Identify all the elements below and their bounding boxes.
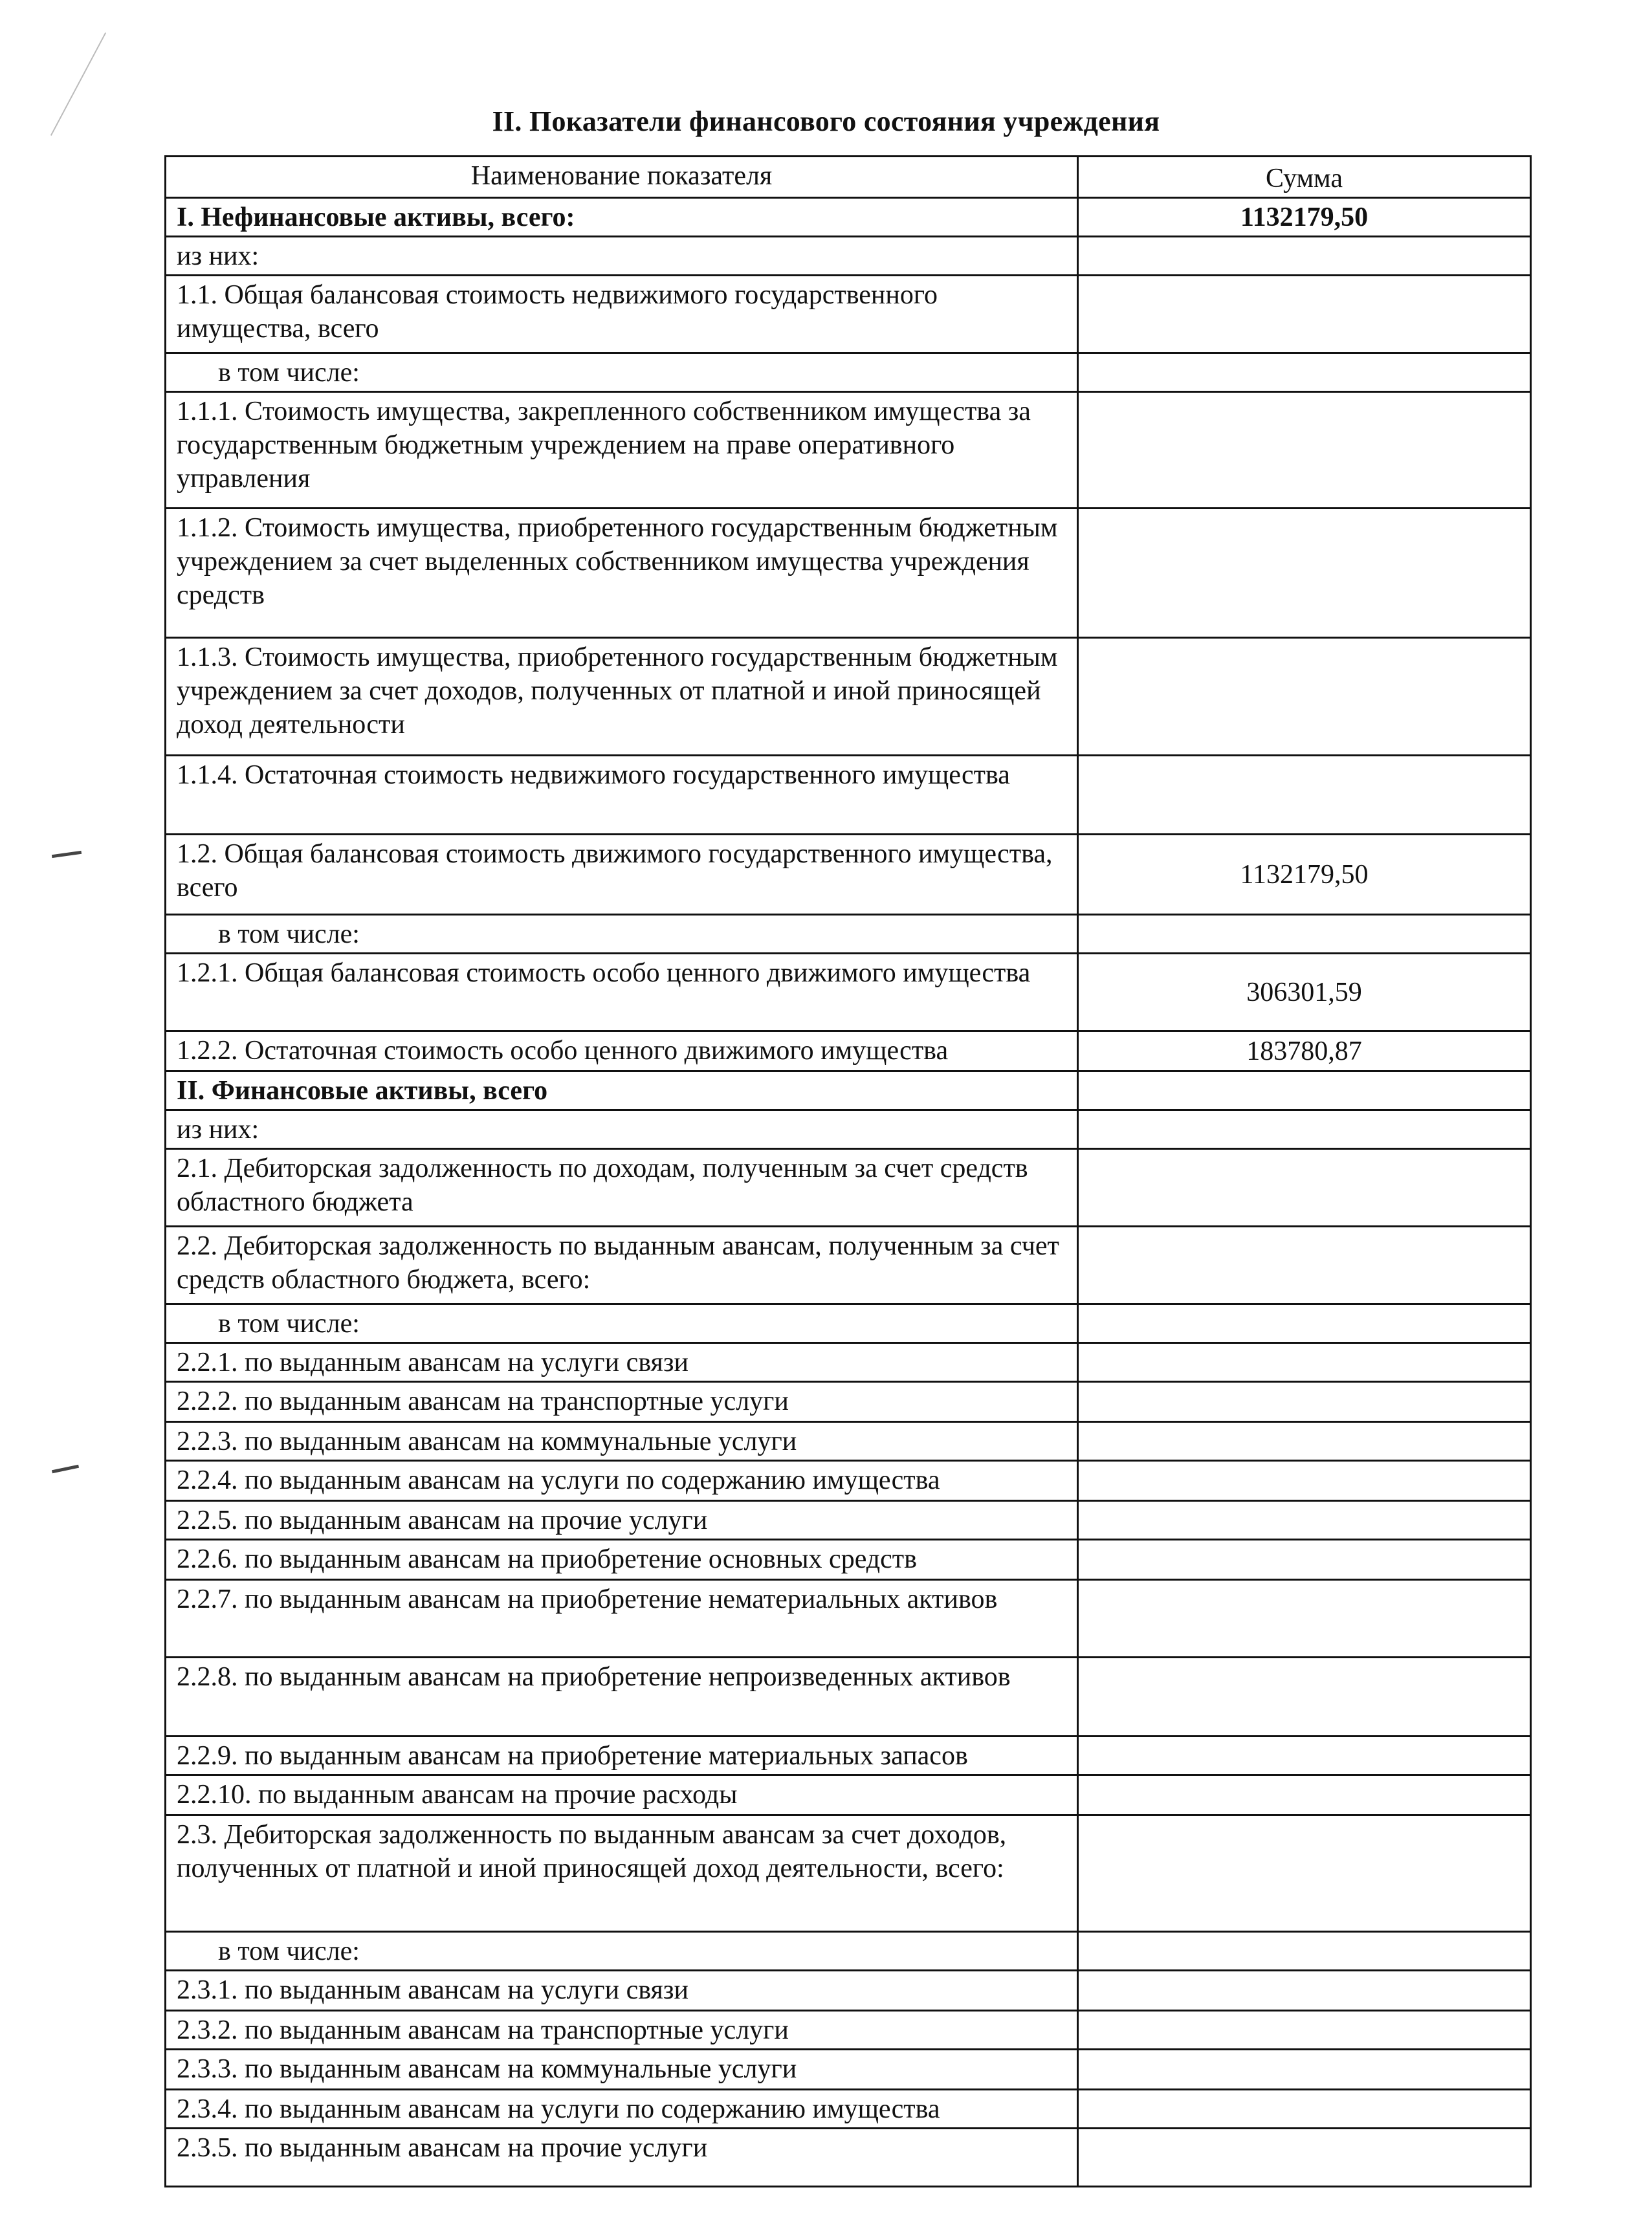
sum-cell: 1132179,50	[1078, 835, 1531, 915]
table-row	[166, 2129, 1531, 2187]
sum-cell	[1078, 1580, 1531, 1658]
sum-cell	[1078, 392, 1531, 509]
scan-artifact-mark	[52, 1465, 79, 1474]
indicator-name-cell: 2.2.2. по выданным авансам на транспортные услуги	[166, 1382, 1078, 1422]
table-row	[166, 1461, 1531, 1501]
indicator-name-cell: 2.2.7. по выданным авансам на приобретение нематериальных активов	[166, 1580, 1078, 1658]
sum-cell: 306301,59	[1078, 954, 1531, 1031]
table-row	[166, 2011, 1531, 2050]
sum-cell	[1078, 1343, 1531, 1382]
table-row	[166, 2090, 1531, 2129]
sum-cell: 183780,87	[1078, 1031, 1531, 1071]
table-row	[166, 1932, 1531, 1971]
indicator-name-cell: 2.3. Дебиторская задолженность по выданным авансам за счет доходов, полученных от платной и иной приносящей доход деятельности, всего:	[166, 1815, 1078, 1932]
sum-cell	[1078, 1382, 1531, 1422]
indicator-name-cell: 2.3.5. по выданным авансам на прочие услуги	[166, 2129, 1078, 2187]
sum-cell	[1078, 276, 1531, 353]
sum-cell	[1078, 1932, 1531, 1971]
table-row	[166, 2050, 1531, 2090]
table-row	[166, 237, 1531, 276]
table-row	[166, 1422, 1531, 1461]
sum-cell	[1078, 1149, 1531, 1227]
sum-cell	[1078, 1422, 1531, 1461]
table-row	[166, 954, 1531, 1031]
sum-cell	[1078, 1737, 1531, 1775]
table-row	[166, 276, 1531, 353]
sum-cell	[1078, 1775, 1531, 1815]
sum-cell	[1078, 1501, 1531, 1540]
table-body	[166, 198, 1531, 2187]
table-row	[166, 353, 1531, 392]
indicator-name-cell: 2.2.8. по выданным авансам на приобретение непроизведенных активов	[166, 1658, 1078, 1737]
table-row	[166, 1227, 1531, 1304]
table-row	[166, 756, 1531, 835]
table-row	[166, 1343, 1531, 1382]
table-header-row	[166, 157, 1531, 198]
table-row	[166, 1110, 1531, 1149]
sum-cell	[1078, 2090, 1531, 2129]
indicator-name-cell: 2.2.10. по выданным авансам на прочие расходы	[166, 1775, 1078, 1815]
sum-cell	[1078, 2129, 1531, 2187]
sum-cell	[1078, 2011, 1531, 2050]
indicator-name-cell: из них:	[166, 237, 1078, 276]
table-row	[166, 1815, 1531, 1932]
sum-cell	[1078, 1815, 1531, 1932]
indicator-name-cell: в том числе:	[166, 353, 1078, 392]
indicator-name-cell: 2.2.4. по выданным авансам на услуги по содержанию имущества	[166, 1461, 1078, 1501]
indicator-name-cell: 2.2.1. по выданным авансам на услуги связи	[166, 1343, 1078, 1382]
sum-cell	[1078, 237, 1531, 276]
table-row	[166, 1149, 1531, 1227]
financial-indicators-table	[164, 155, 1532, 2187]
indicator-name-cell: 1.1.2. Стоимость имущества, приобретенного государственным бюджетным учреждением за счет выделенных собственником имущества учреждения средств	[166, 509, 1078, 638]
indicator-name-cell: 2.2.6. по выданным авансам на приобретение основных средств	[166, 1540, 1078, 1580]
indicator-name-cell: 1.2.2. Остаточная стоимость особо ценного движимого имущества	[166, 1031, 1078, 1071]
indicator-name-cell: 2.2.9. по выданным авансам на приобретение материальных запасов	[166, 1737, 1078, 1775]
sum-cell	[1078, 1540, 1531, 1580]
sum-cell	[1078, 2050, 1531, 2090]
indicator-name-cell: 2.3.2. по выданным авансам на транспортные услуги	[166, 2011, 1078, 2050]
sum-cell	[1078, 1071, 1531, 1110]
indicator-name-cell: 2.2.3. по выданным авансам на коммунальные услуги	[166, 1422, 1078, 1461]
indicator-name-cell: в том числе:	[166, 1932, 1078, 1971]
indicator-name-cell: 2.3.3. по выданным авансам на коммунальные услуги	[166, 2050, 1078, 2090]
document-title: II. Показатели финансового состояния учреждения	[492, 105, 1160, 137]
header-sum: Сумма	[1078, 157, 1531, 198]
indicator-name-cell: II. Финансовые активы, всего	[166, 1071, 1078, 1110]
indicator-name-cell: из них:	[166, 1110, 1078, 1149]
table-row	[166, 835, 1531, 915]
sum-cell	[1078, 1461, 1531, 1501]
indicator-name-cell: 1.1.1. Стоимость имущества, закрепленного собственником имущества за государственным бюджетным учреждением на праве оперативного управления	[166, 392, 1078, 509]
table-row	[166, 1031, 1531, 1071]
indicator-name-cell: в том числе:	[166, 915, 1078, 954]
financial-indicators-table-wrapper	[164, 155, 1530, 2187]
indicator-name-cell: 1.2.1. Общая балансовая стоимость особо ценного движимого имущества	[166, 954, 1078, 1031]
table-row	[166, 1501, 1531, 1540]
indicator-name-cell: 1.1.4. Остаточная стоимость недвижимого государственного имущества	[166, 756, 1078, 835]
table-row	[166, 1775, 1531, 1815]
table-row	[166, 915, 1531, 954]
indicator-name-cell: 2.3.4. по выданным авансам на услуги по содержанию имущества	[166, 2090, 1078, 2129]
indicator-name-cell: 1.1.3. Стоимость имущества, приобретенного государственным бюджетным учреждением за счет доходов, полученных от платной и иной приносящей доход деятельности	[166, 638, 1078, 756]
sum-cell	[1078, 353, 1531, 392]
sum-cell	[1078, 915, 1531, 954]
indicator-name-cell: 1.1. Общая балансовая стоимость недвижимого государственного имущества, всего	[166, 276, 1078, 353]
header-indicator-name: Наименование показателя	[166, 157, 1078, 198]
table-row	[166, 1971, 1531, 2011]
table-row	[166, 1071, 1531, 1110]
table-row	[166, 1737, 1531, 1775]
sum-cell	[1078, 756, 1531, 835]
sum-cell	[1078, 1227, 1531, 1304]
sum-cell: 1132179,50	[1078, 198, 1531, 237]
table-row	[166, 1382, 1531, 1422]
indicator-name-cell: 2.2. Дебиторская задолженность по выданным авансам, полученным за счет средств областного бюджета, всего:	[166, 1227, 1078, 1304]
table-row	[166, 1658, 1531, 1737]
sum-cell	[1078, 1304, 1531, 1343]
sum-cell	[1078, 1971, 1531, 2011]
sum-cell	[1078, 509, 1531, 638]
indicator-name-cell: 2.3.1. по выданным авансам на услуги связи	[166, 1971, 1078, 2011]
table-row	[166, 509, 1531, 638]
indicator-name-cell: 2.1. Дебиторская задолженность по доходам, полученным за счет средств областного бюджета	[166, 1149, 1078, 1227]
table-row	[166, 1580, 1531, 1658]
table-row	[166, 1304, 1531, 1343]
sum-cell	[1078, 1110, 1531, 1149]
indicator-name-cell: 1.2. Общая балансовая стоимость движимого государственного имущества, всего	[166, 835, 1078, 915]
scan-artifact-mark	[52, 851, 82, 858]
indicator-name-cell: 2.2.5. по выданным авансам на прочие услуги	[166, 1501, 1078, 1540]
table-row	[166, 638, 1531, 756]
sum-cell	[1078, 1658, 1531, 1737]
indicator-name-cell: I. Нефинансовые активы, всего:	[166, 198, 1078, 237]
table-row	[166, 198, 1531, 237]
table-row	[166, 1540, 1531, 1580]
indicator-name-cell: в том числе:	[166, 1304, 1078, 1343]
sum-cell	[1078, 638, 1531, 756]
table-row	[166, 392, 1531, 509]
